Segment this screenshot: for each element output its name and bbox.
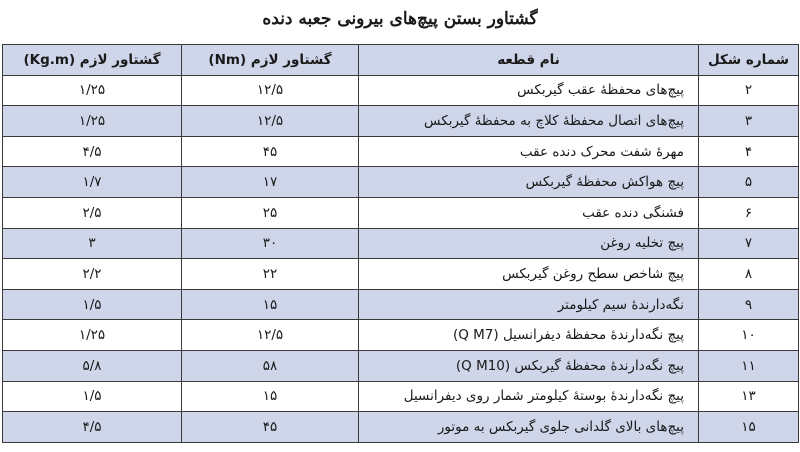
cell-figure: ۵: [699, 167, 799, 198]
cell-nm: ۱۵: [182, 289, 359, 320]
table-row: [3, 75, 799, 106]
table-row: [3, 228, 799, 259]
cell-nm: ۱۲/۵: [182, 106, 359, 137]
cell-part: پیچ شاخص سطح روغن گیربکس: [359, 259, 699, 290]
cell-figure: ۳: [699, 106, 799, 137]
cell-part: پیچ تخلیه روغن: [359, 228, 699, 259]
header-part-name: نام قطعه: [359, 45, 699, 76]
table-row: [3, 381, 799, 412]
table-row: [3, 320, 799, 351]
header-torque-kgm: گشتاور لازم (Kg.m): [3, 45, 182, 76]
cell-figure: ۱۰: [699, 320, 799, 351]
cell-figure: ۶: [699, 197, 799, 228]
cell-kgm: ۱/۲۵: [3, 106, 182, 137]
cell-nm: ۱۷: [182, 167, 359, 198]
cell-kgm: ۱/۲۵: [3, 75, 182, 106]
cell-part: پیچ نگه‌دارندهٔ محفظهٔ گیربکس (Q M10): [359, 350, 699, 381]
cell-kgm: ۱/۵: [3, 381, 182, 412]
cell-figure: ۸: [699, 259, 799, 290]
page-title: گشتاور بستن پیچ‌های بیرونی جعبه دنده: [262, 9, 538, 29]
cell-nm: ۱۵: [182, 381, 359, 412]
cell-part: نگه‌دارندهٔ سیم کیلومتر: [359, 289, 699, 320]
cell-part: پیچ‌های اتصال محفظهٔ کلاچ به محفظهٔ گیربکس: [359, 106, 699, 137]
cell-nm: ۱۲/۵: [182, 320, 359, 351]
cell-figure: ۴: [699, 136, 799, 167]
cell-part: فشنگی دنده عقب: [359, 197, 699, 228]
table-row: [3, 412, 799, 443]
cell-figure: ۱۱: [699, 350, 799, 381]
table-row: [3, 289, 799, 320]
table-header-row: [3, 45, 799, 76]
cell-kgm: ۳: [3, 228, 182, 259]
cell-kgm: ۱/۷: [3, 167, 182, 198]
cell-nm: ۲۲: [182, 259, 359, 290]
cell-part: پیچ نگه‌دارندهٔ بوستهٔ کیلومتر شمار روی دیفرانسیل: [359, 381, 699, 412]
cell-kgm: ۵/۸: [3, 350, 182, 381]
cell-kgm: ۲/۵: [3, 197, 182, 228]
cell-nm: ۳۰: [182, 228, 359, 259]
cell-figure: ۱۳: [699, 381, 799, 412]
cell-nm: ۴۵: [182, 412, 359, 443]
table-row: [3, 136, 799, 167]
table-row: [3, 167, 799, 198]
cell-nm: ۴۵: [182, 136, 359, 167]
table-row: [3, 197, 799, 228]
torque-table: [2, 44, 799, 443]
cell-nm: ۱۲/۵: [182, 75, 359, 106]
cell-part: پیچ‌های بالای گلدانی جلوی گیربکس به موتور: [359, 412, 699, 443]
header-torque-nm: گشتاور لازم (Nm): [182, 45, 359, 76]
cell-figure: ۱۵: [699, 412, 799, 443]
cell-figure: ۹: [699, 289, 799, 320]
cell-nm: ۲۵: [182, 197, 359, 228]
table-row: [3, 106, 799, 137]
cell-part: مهرهٔ شفت محرک دنده عقب: [359, 136, 699, 167]
cell-kgm: ۴/۵: [3, 136, 182, 167]
cell-figure: ۷: [699, 228, 799, 259]
cell-kgm: ۴/۵: [3, 412, 182, 443]
cell-part: پیچ نگه‌دارندهٔ محفظهٔ دیفرانسیل (Q M7): [359, 320, 699, 351]
header-figure-number: شماره شکل: [699, 45, 799, 76]
cell-nm: ۵۸: [182, 350, 359, 381]
cell-part: پیچ هواکش محفظهٔ گیربکس: [359, 167, 699, 198]
table-row: [3, 350, 799, 381]
cell-kgm: ۱/۵: [3, 289, 182, 320]
table-row: [3, 259, 799, 290]
cell-kgm: ۲/۲: [3, 259, 182, 290]
cell-part: پیچ‌های محفظهٔ عقب گیربکس: [359, 75, 699, 106]
cell-kgm: ۱/۲۵: [3, 320, 182, 351]
cell-figure: ۲: [699, 75, 799, 106]
